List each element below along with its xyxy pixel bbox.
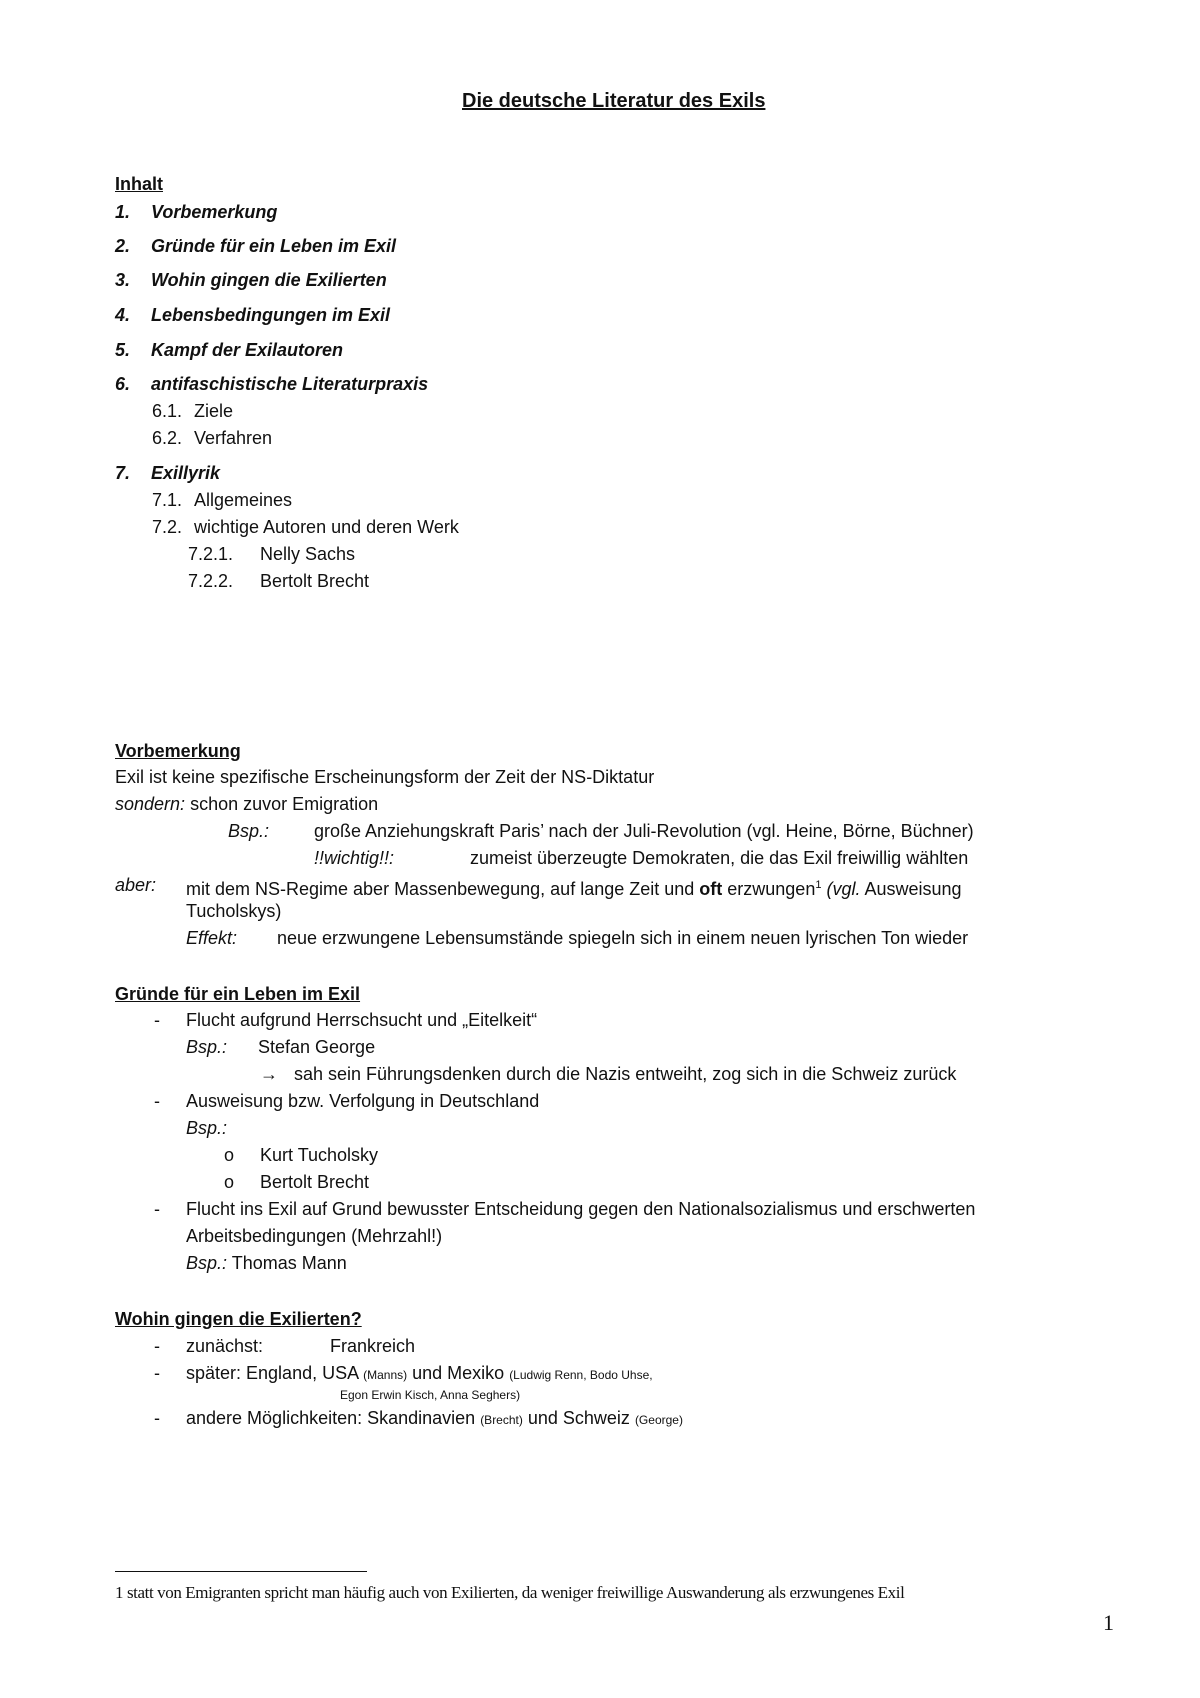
list-item [154,1198,976,1220]
inline-small: (Manns) [363,1368,408,1382]
list-text: Kurt Tucholsky [260,1145,379,1165]
sub-list-item [224,1171,370,1193]
document-title: Die deutsche Literatur des Exils [462,90,766,112]
inline-label: aber: [115,875,157,895]
aber-line [115,874,962,899]
toc-item-7 [115,462,221,484]
toc-label: wichtige Autoren und deren Werk [194,517,459,537]
section-heading-vorbemerkung: Vorbemerkung [115,741,241,761]
page-number: 1 [1103,1610,1114,1635]
toc-sub-6-2 [152,427,273,449]
list-text: Flucht ins Exil auf Grund bewusster Entscheidung gegen den Nationalsozialismus und erschwerten [186,1199,976,1219]
inline-text: Frankreich [330,1336,416,1356]
inline-text: erzwungen [722,879,816,899]
toc-item-3 [115,269,387,291]
toc-num: 6.1. [152,401,183,421]
toc-num: 1. [115,202,131,222]
list-item-continuation: Arbeitsbedingungen (Mehrzahl!) [186,1226,443,1246]
inline-label: Bsp.: [228,821,270,841]
inline-text: schon zuvor Emigration [185,794,379,814]
sub-list-item [224,1144,379,1166]
footnote-ref: 1 [815,879,822,891]
paragraph-line: Exil ist keine spezifische Erscheinungsform der Zeit der NS-Diktatur [115,767,655,787]
toc-label: Vorbemerkung [151,202,278,222]
toc-label: antifaschistische Literaturpraxis [151,374,429,394]
toc-sub-7-1 [152,489,293,511]
inline-small: (George) [634,1413,683,1427]
arrow-icon: → [260,1064,278,1084]
list-text: Ausweisung bzw. Verfolgung in Deutschland [186,1091,540,1111]
toc-item-4 [115,304,391,326]
toc-num: 3. [115,270,131,290]
dash: - [154,1091,160,1111]
list-item [154,1407,683,1429]
toc-sub-7-2-1 [188,543,356,565]
list-item [154,1335,416,1357]
toc-num: 5. [115,340,131,360]
inline-text: neue erzwungene Lebensumstände spiegeln sich in einem neuen lyrischen Ton wieder [277,928,969,948]
effekt-line [186,927,969,949]
list-item [154,1362,653,1384]
inline-bold: oft [699,879,723,899]
inline-italic: (vgl. [821,879,861,899]
note-line [314,847,969,869]
dash: - [154,1336,160,1356]
toc-sub-7-2-2 [188,570,370,592]
dash: - [154,1408,160,1428]
inline-label: !!wichtig!!: [314,848,395,868]
inline-text: Thomas Mann [231,1253,347,1273]
inline-small-continuation: Egon Erwin Kisch, Anna Seghers) [340,1388,521,1402]
toc-sub-6-1 [152,400,234,422]
section-heading-gruende: Gründe für ein Leben im Exil [115,984,361,1004]
toc-label: Gründe für ein Leben im Exil [151,236,397,256]
toc-num: 4. [115,305,131,325]
toc-num: 7.2. [152,517,183,537]
inline-text: Stefan George [258,1037,376,1057]
toc-label: Ziele [194,401,234,421]
inline-text: andere Möglichkeiten: Skandinavien [186,1408,481,1428]
toc-num: 2. [115,236,131,256]
inline-label: Bsp.: [186,1253,228,1273]
inline-text: große Anziehungskraft Paris’ nach der Juli-Revolution (vgl. Heine, Börne, Büchner) [314,821,974,841]
inline-label: zunächst: [186,1336,264,1356]
inline-label: sondern: [115,794,186,814]
toc-label: Lebensbedingungen im Exil [151,305,391,325]
example-line [186,1252,347,1274]
toc-label: Wohin gingen die Exilierten [151,270,387,290]
toc-num: 7.2.2. [188,571,234,591]
toc-item-6 [115,373,429,395]
paragraph-line [115,793,378,815]
arrow-line [260,1063,957,1085]
footnote: 1 statt von Emigranten spricht man häufig auch von Exilierten, da weniger freiwillige Auswanderung als erzwungenes Exil [115,1583,905,1602]
inline-label: Bsp.: [186,1037,228,1057]
list-item [154,1009,538,1031]
toc-num: 7.1. [152,490,183,510]
bullet-icon: o [224,1145,235,1165]
toc-num: 7.2.1. [188,544,234,564]
inline-text: und Mexiko [407,1363,510,1383]
toc-sub-7-2 [152,516,459,538]
toc-label: Verfahren [194,428,273,448]
toc-num: 6. [115,374,131,394]
toc-num: 7. [115,463,131,483]
list-text: Bertolt Brecht [260,1172,370,1192]
toc-label: Allgemeines [194,490,293,510]
toc-heading: Inhalt [115,174,163,194]
inline-label: Effekt: [186,928,238,948]
dash: - [154,1199,160,1219]
inline-text: mit dem NS-Regime aber Massenbewegung, auf lange Zeit und [186,879,700,899]
example-label: Bsp.: [186,1118,228,1138]
inline-text: sah sein Führungsdenken durch die Nazis entweiht, zog sich in die Schweiz zurück [294,1064,957,1084]
inline-text: zumeist überzeugte Demokraten, die das Exil freiwillig wählten [470,848,969,868]
footnote-rule [115,1571,367,1572]
inline-text: und Schweiz [522,1408,635,1428]
example-line [228,820,974,842]
bullet-icon: o [224,1172,235,1192]
toc-item-1 [115,201,278,223]
section-heading-wohin: Wohin gingen die Exilierten? [115,1309,362,1329]
inline-small: (Brecht) [480,1413,523,1427]
toc-item-5 [115,339,344,361]
dash: - [154,1010,160,1030]
toc-label: Kampf der Exilautoren [151,340,344,360]
list-text: Flucht aufgrund Herrschsucht und „Eitelkeit“ [186,1010,538,1030]
toc-label: Exillyrik [151,463,221,483]
inline-small: (Ludwig Renn, Bodo Uhse, [509,1368,653,1382]
inline-text: Ausweisung [860,879,962,899]
inline-text: später: England, USA [186,1363,364,1383]
toc-label: Bertolt Brecht [260,571,370,591]
list-item [154,1090,540,1112]
toc-item-2 [115,235,397,257]
toc-num: 6.2. [152,428,183,448]
aber-continuation: Tucholskys) [186,901,282,921]
dash: - [154,1363,160,1383]
toc-label: Nelly Sachs [260,544,356,564]
example-line [186,1036,376,1058]
